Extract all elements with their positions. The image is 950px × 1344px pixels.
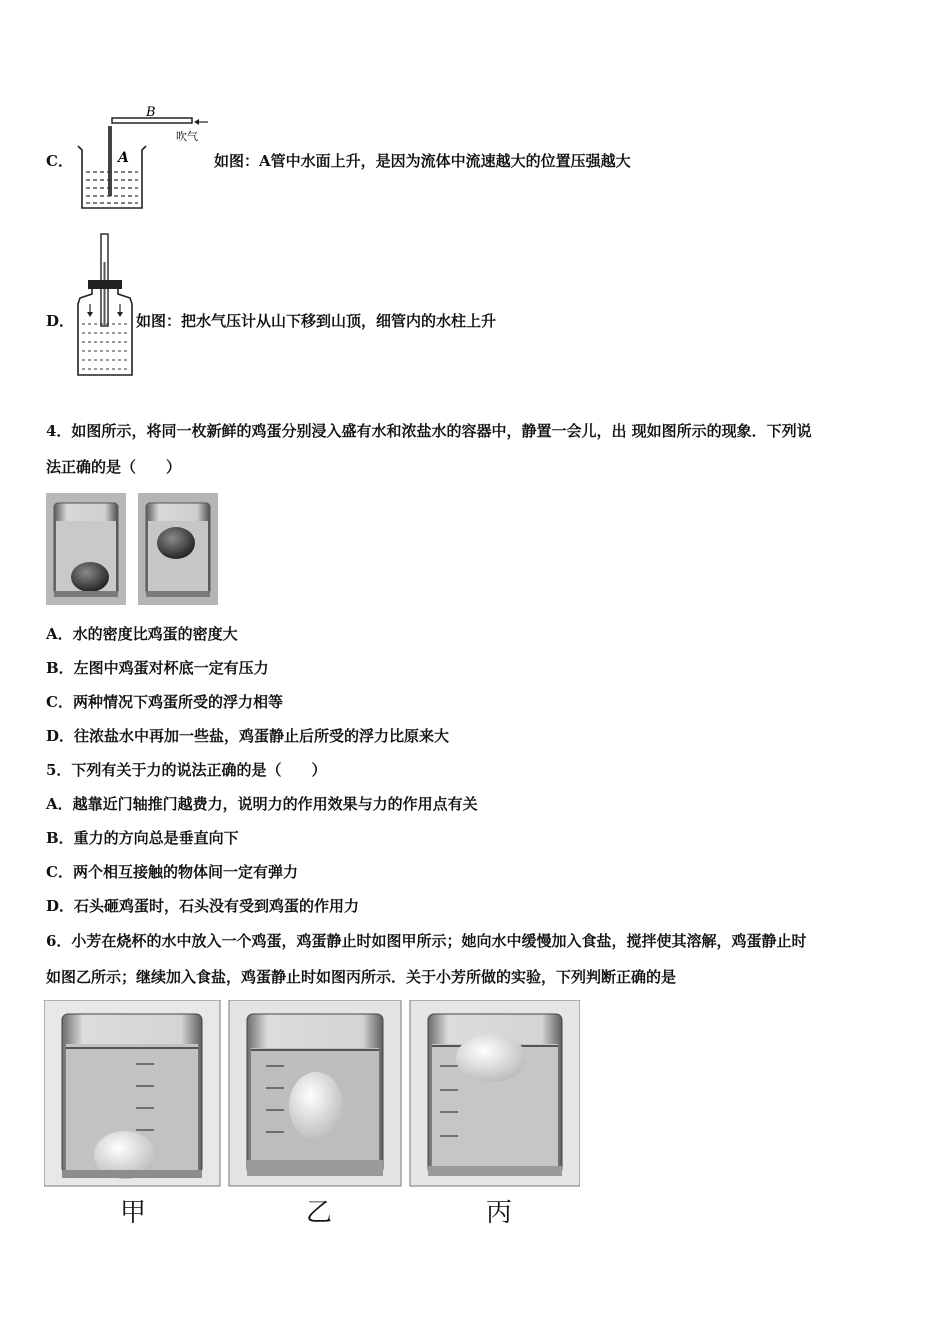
arrowhead-right <box>117 312 123 317</box>
option-d-text: 如图：把水气压计从山下移到山顶，细管内的水柱上升 <box>136 312 497 330</box>
q5-stem: 5．下列有关于力的说法正确的是（ ） <box>46 761 327 779</box>
tube-a <box>108 126 112 196</box>
stopper <box>88 280 122 289</box>
q5-option-a: A．越靠近门轴推门越费力，说明力的作用效果与力的作用点有关 <box>46 795 478 813</box>
caption-yi: 乙 <box>306 1198 333 1228</box>
photo-salt-water <box>138 493 218 605</box>
q4-option-a: A．水的密度比鸡蛋的密度大 <box>46 625 238 643</box>
egg-top <box>456 1034 526 1082</box>
photo-water <box>46 493 126 605</box>
label-blow: 吹气 <box>176 130 198 143</box>
egg-middle <box>289 1072 343 1140</box>
q4-option-d: D．往浓盐水中再加一些盐，鸡蛋静止后所受的浮力比原来大 <box>46 727 450 745</box>
q4-option-b: B．左图中鸡蛋对杯底一定有压力 <box>46 659 269 677</box>
option-c-letter: C． <box>46 152 73 170</box>
caption-jia: 甲 <box>120 1198 147 1228</box>
blow-arrowhead <box>194 119 199 125</box>
egg-beaker-photos <box>46 493 218 605</box>
q4-option-c: C．两种情况下鸡蛋所受的浮力相等 <box>46 693 283 711</box>
label-b: B <box>146 105 156 120</box>
q4-stem-line2: 法正确的是（ ） <box>46 458 182 476</box>
q4-stem-line1: 4．如图所示，将同一枚新鲜的鸡蛋分别浸入盛有水和浓盐水的容器中，静置一会儿，出 现如图所示的现象．下列说 <box>46 422 812 440</box>
venturi-beaker-figure <box>72 98 212 213</box>
egg-floating <box>157 527 195 559</box>
option-d-letter: D． <box>46 312 75 330</box>
q6-stem-line2: 如图乙所示；继续加入食盐，鸡蛋静止时如图丙所示．关于小芳所做的实验，下列判断正确的是 <box>46 968 677 986</box>
photo-bing <box>410 1000 580 1186</box>
q6-stem-line1: 6．小芳在烧杯的水中放入一个鸡蛋，鸡蛋静止时如图甲所示；她向水中缓慢加入食盐，搅拌使其溶解，鸡蛋静止时 <box>46 932 807 950</box>
label-a: A <box>118 150 129 166</box>
barometer-bottle-figure <box>74 232 136 380</box>
q5-option-c: C．两个相互接触的物体间一定有弹力 <box>46 863 298 881</box>
three-beaker-photos <box>44 1000 580 1188</box>
caption-bing: 丙 <box>486 1198 513 1228</box>
arrowhead-left <box>87 312 93 317</box>
option-c-text: 如图：A管中水面上升，是因为流体中流速越大的位置压强越大 <box>214 152 631 170</box>
egg-sunk <box>71 562 109 592</box>
q5-option-d: D．石头砸鸡蛋时，石头没有受到鸡蛋的作用力 <box>46 897 360 915</box>
bottle-water <box>82 324 128 369</box>
q5-option-b: B．重力的方向总是垂直向下 <box>46 829 239 847</box>
photo-jia <box>44 1000 220 1186</box>
photo-yi <box>229 1000 401 1186</box>
